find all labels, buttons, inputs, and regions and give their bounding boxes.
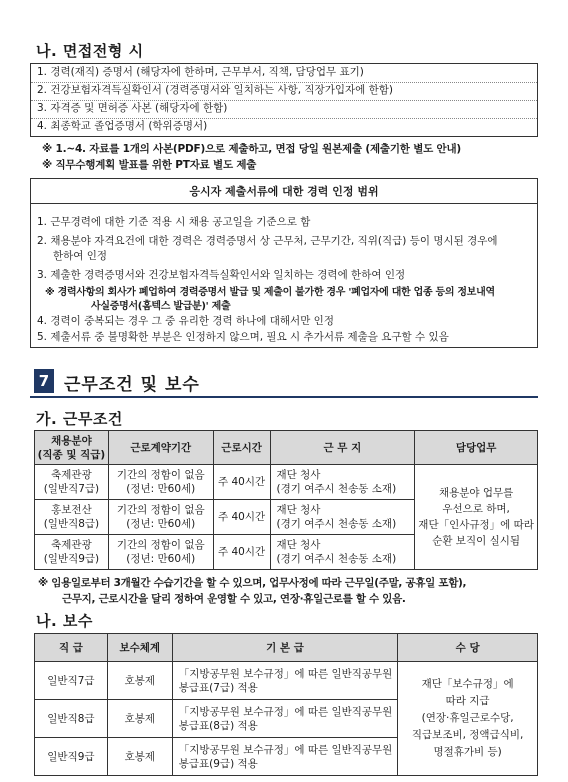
probation-note: ※ 임용일로부터 3개월간 수습기간을 할 수 있으며, 업무사정에 따라 근무일(주말, 공휴일 포함), — [38, 577, 467, 589]
allowance-cell: 재단「보수규정」에 따라 지급 (연장·휴일근로수당, 직급보조비, 정액급식비, 명절휴가비 등) — [398, 662, 538, 776]
header-base: 기 본 급 — [172, 634, 398, 662]
document-item: 1. 경력(재직) 증명서 (해당자에 한하며, 근무부서, 직책, 담당업무 표기) — [37, 66, 364, 78]
closure-note-cont: 사실증명서(홈텍스 발급분)' 제출 — [91, 301, 231, 312]
recognition-item: 1. 근무경력에 대한 기준 적용 시 채용 공고일을 기준으로 함 — [37, 216, 311, 228]
section-title: 근무조건 및 보수 — [64, 375, 200, 395]
recognition-title: 응시자 제출서류에 대한 경력 인정 범위 — [189, 185, 379, 198]
work-conditions-heading: 가. 근무조건 — [36, 410, 123, 428]
recognition-item: 2. 채용분야 자격요건에 대한 경력은 경력증명서 상 근무처, 근무기간, 직위(직급) 등이 명시된 경우에 — [37, 235, 498, 247]
closure-note: ※ 경력사항의 회사가 폐업하여 경력증명서 발급 및 제출이 불가한 경우 '폐업자에 대한 업종 등의 정보내역 — [45, 287, 495, 298]
table-header-row — [35, 431, 538, 465]
recognition-item-cont: 한하여 인정 — [53, 250, 108, 262]
header-allowance: 수 당 — [398, 634, 538, 662]
duty-cell: 채용분야 업무를 우선으로 하며, 재단「인사규정」에 따라 순환 보직이 실시됨 — [415, 465, 538, 570]
interview-heading: 나. 면접전형 시 — [36, 42, 144, 60]
table-row: 축제관광 (일반직9급) 기간의 정함이 없음 (정년: 만60세) 주 40시간 재단 청사 (경기 여주시 천송동 소재) — [35, 535, 538, 570]
pt-note: ※ 직무수행계획 발표를 위한 PT자료 별도 제출 — [42, 159, 257, 171]
document-item: 4. 최종학교 졸업증명서 (학위증명서) — [37, 120, 208, 132]
pay-heading: 나. 보수 — [36, 612, 93, 630]
career-recognition-box — [30, 178, 538, 348]
table-row: 축제관광 (일반직7급) 기간의 정함이 없음 (정년: 만60세) 주 40시간 재단 청사 (경기 여주시 천송동 소재) 채용분야 업무를 우선으로 하며, 재단「인사규정」에 따라 순환 보직이 실시됨 — [35, 465, 538, 500]
header-grade: 직 급 — [35, 634, 108, 662]
recognition-item: 3. 제출한 경력증명서와 건강보험자격득실확인서와 일치하는 경력에 한하여 인정 — [37, 269, 406, 281]
work-conditions-table — [34, 430, 538, 570]
submission-note: ※ 1.~4. 자료를 1개의 사본(PDF)으로 제출하고, 면접 당일 원본제출 (제출기한 별도 안내) — [42, 143, 462, 155]
required-documents-box — [30, 63, 538, 137]
table-row: 일반직7급 호봉제 「지방공무원 보수규정」에 따른 일반직공무원 봉급표(7급) 적용 재단「보수규정」에 따라 지급 (연장·휴일근로수당, 직급보조비, 정액급식비, 명절휴가비 등) — [35, 662, 538, 700]
document-item: 3. 자격증 및 면허증 사본 (해당자에 한함) — [37, 102, 228, 114]
table-header-row — [35, 634, 538, 662]
header-duty: 담당업무 — [415, 431, 538, 465]
table-row: 일반직8급 호봉제 「지방공무원 보수규정」에 따른 일반직공무원 봉급표(8급) 적용 — [35, 700, 538, 738]
table-row: 일반직9급 호봉제 「지방공무원 보수규정」에 따른 일반직공무원 봉급표(9급) 적용 — [35, 738, 538, 776]
header-system: 보수체계 — [107, 634, 172, 662]
section-number-badge: 7 — [34, 369, 54, 393]
header-hours: 근로시간 — [213, 431, 270, 465]
recognition-item: 5. 제출서류 중 불명확한 부분은 인정하지 않으며, 필요 시 추가서류 제출을 요구할 수 있음 — [37, 331, 449, 343]
header-contract: 근로계약기간 — [108, 431, 213, 465]
header-field: 채용분야 (직종 및 직급) — [35, 431, 109, 465]
probation-note-cont: 근무지, 근로시간을 달리 정하여 운영할 수 있고, 연장·휴일근로를 할 수 있음. — [62, 593, 406, 605]
recognition-item: 4. 경력이 중복되는 경우 그 중 유리한 경력 하나에 대해서만 인정 — [37, 315, 334, 327]
pay-table — [34, 633, 538, 776]
document-item: 2. 건강보험자격득실확인서 (경력증명서와 일치하는 사항, 직장가입자에 한함) — [37, 84, 394, 96]
section-rule — [30, 396, 538, 398]
header-place: 근 무 지 — [270, 431, 415, 465]
table-row: 홍보전산 (일반직8급) 기간의 정함이 없음 (정년: 만60세) 주 40시간 재단 청사 (경기 여주시 천송동 소재) — [35, 500, 538, 535]
